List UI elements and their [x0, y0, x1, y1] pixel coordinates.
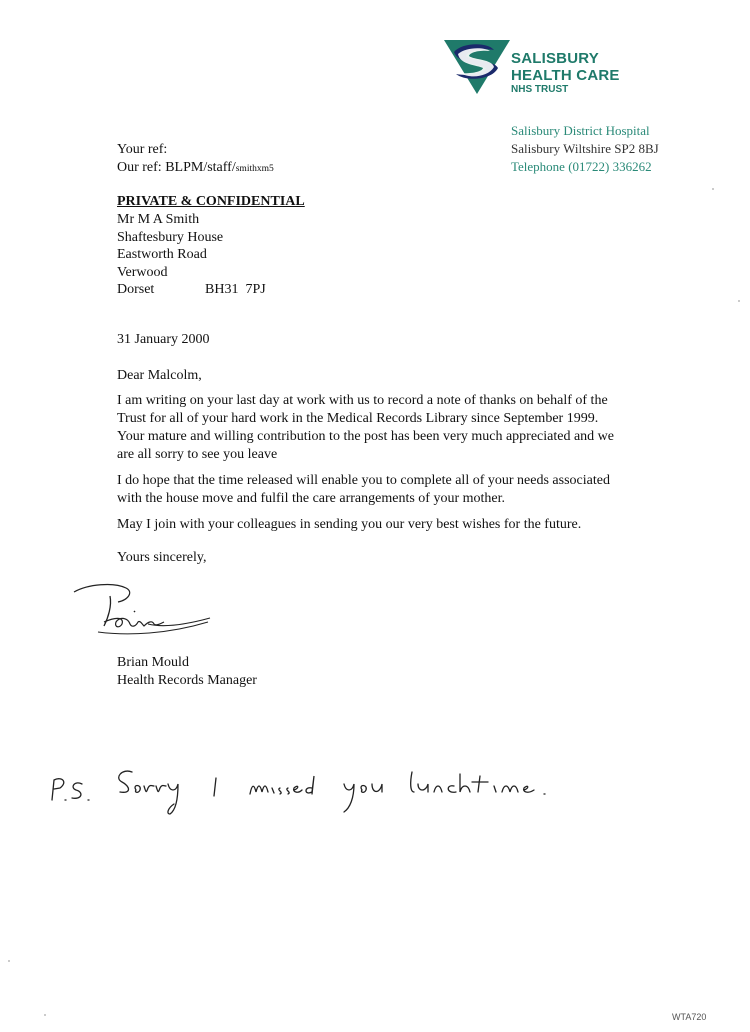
signer-block	[117, 654, 257, 690]
hospital-address	[511, 122, 659, 176]
form-code: WTA720	[672, 1012, 707, 1022]
letter-body	[117, 392, 617, 542]
trust-logo-mark	[444, 38, 510, 96]
trust-logo-text	[511, 50, 620, 96]
recipient-county-row	[117, 281, 266, 299]
reference-block	[117, 141, 274, 178]
hospital-telephone: Telephone (01722) 336262	[511, 159, 652, 174]
scan-speck	[8, 960, 10, 962]
greeting: Dear Malcolm,	[117, 368, 202, 383]
confidential-heading: PRIVATE & CONFIDENTIAL	[117, 194, 305, 209]
your-ref: Your ref:	[117, 142, 168, 157]
closing: Yours sincerely,	[117, 550, 207, 565]
signer-title: Health Records Manager	[117, 673, 257, 688]
recipient-line-2: Eastworth Road	[117, 247, 207, 262]
recipient-line-3: Verwood	[117, 264, 168, 280]
scan-speck	[44, 1014, 46, 1016]
recipient-name: Mr M A Smith	[117, 212, 200, 227]
body-paragraph: I am writing on your last day at work with us to record a note of thanks on behalf of the Trust for all of your hard work in the Medical Records Library since September 1999. Your mature and willing contribution to the post has been very much appreciated and we are all sorry to see you leave	[117, 393, 615, 462]
our-ref-label: Our ref: BLPM/staff/	[117, 160, 236, 175]
scan-speck	[712, 188, 714, 190]
hospital-street: Salisbury Wiltshire SP2 8BJ	[511, 141, 659, 156]
scan-speck	[738, 300, 740, 302]
body-paragraph: May I join with your colleagues in sending you our very best wishes for the future.	[117, 517, 582, 532]
signer-name: Brian Mould	[117, 655, 189, 670]
recipient-county: Dorset	[117, 282, 155, 297]
logo-line-2: HEALTH CARE	[511, 67, 620, 84]
recipient-line-1: Shaftesbury House	[117, 229, 224, 245]
handwritten-signature	[68, 578, 218, 638]
logo-line-3: NHS TRUST	[511, 84, 569, 95]
handwritten-postscript	[48, 762, 548, 822]
hospital-name: Salisbury District Hospital	[511, 123, 650, 138]
letter-date: 31 January 2000	[117, 332, 210, 347]
logo-line-1: SALISBURY	[511, 50, 599, 67]
our-ref	[117, 159, 274, 178]
our-ref-suffix: smithxm5	[235, 164, 274, 174]
body-paragraph: I do hope that the time released will enable you to complete all of your needs associated with the house move and fulfil the care arrangements of your mother.	[117, 473, 610, 506]
recipient-address	[117, 211, 266, 299]
recipient-postcode: BH31 7PJ	[205, 282, 266, 297]
